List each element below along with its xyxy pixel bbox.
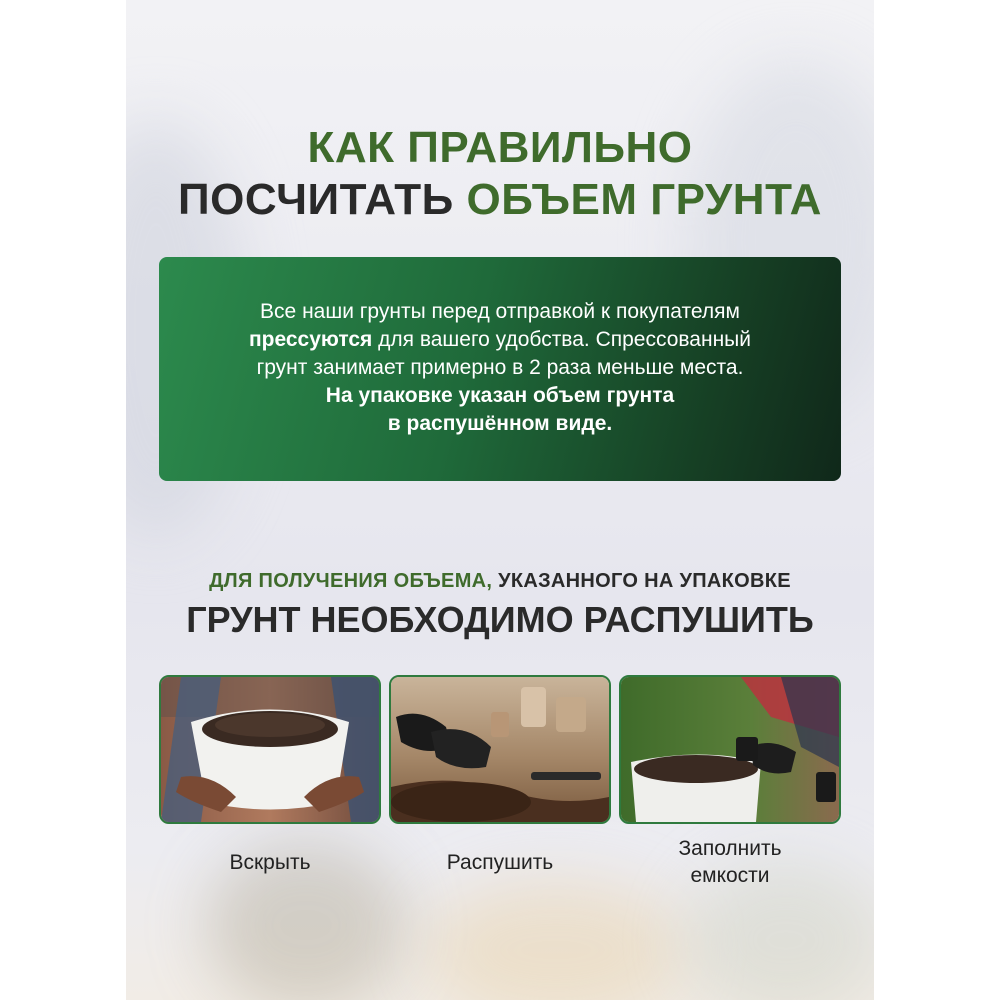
subheading-part1: ДЛЯ ПОЛУЧЕНИЯ ОБЪЕМА, [209,570,499,592]
step-label-fill [619,835,841,889]
step-label-open: Вскрыть [229,851,311,874]
step-label-fluff: Распушить [446,851,554,874]
background-blur [426,880,686,1000]
step-photo-fill-containers [619,675,841,824]
info-line-rest: для вашего удобства. Спрессованный [372,328,752,351]
info-bold-line: в распушённом виде. [387,412,613,435]
info-line-bold [159,382,841,410]
fluff-soil-illustration [391,677,609,822]
page-title-line1: КАК ПРАВИЛЬНО [307,123,693,172]
subheading-part2: УКАЗАННОГО НА УПАКОВКЕ [498,570,791,592]
info-line [159,326,841,354]
open-bag-illustration [161,677,379,822]
info-bold-word: прессуются [248,328,373,351]
step-photo-open-bag [159,675,381,824]
info-text [159,298,841,438]
info-line: грунт занимает примерно в 2 раза меньше места. [256,356,744,379]
info-bold-line: На упаковке указан объем грунта [325,384,675,407]
info-line-bold [159,410,841,438]
info-line: Все наши грунты перед отправкой к покупателям [260,300,740,323]
subheading-line2: ГРУНТ НЕОБХОДИМО РАСПУШИТЬ [186,599,814,640]
page-title-line2 [0,175,1000,224]
page-title-line2-part1: ПОСЧИТАТЬ [178,175,467,224]
step-label-fill-line2: емкости [690,864,770,887]
page-title-line2-part2: ОБЪЕМ ГРУНТА [466,175,822,224]
fill-containers-illustration [621,677,839,822]
info-box [159,257,841,481]
subheading-line1 [0,570,1000,593]
step-label-fill-line1: Заполнить [678,837,782,860]
step-photo-fluff-soil [389,675,611,824]
